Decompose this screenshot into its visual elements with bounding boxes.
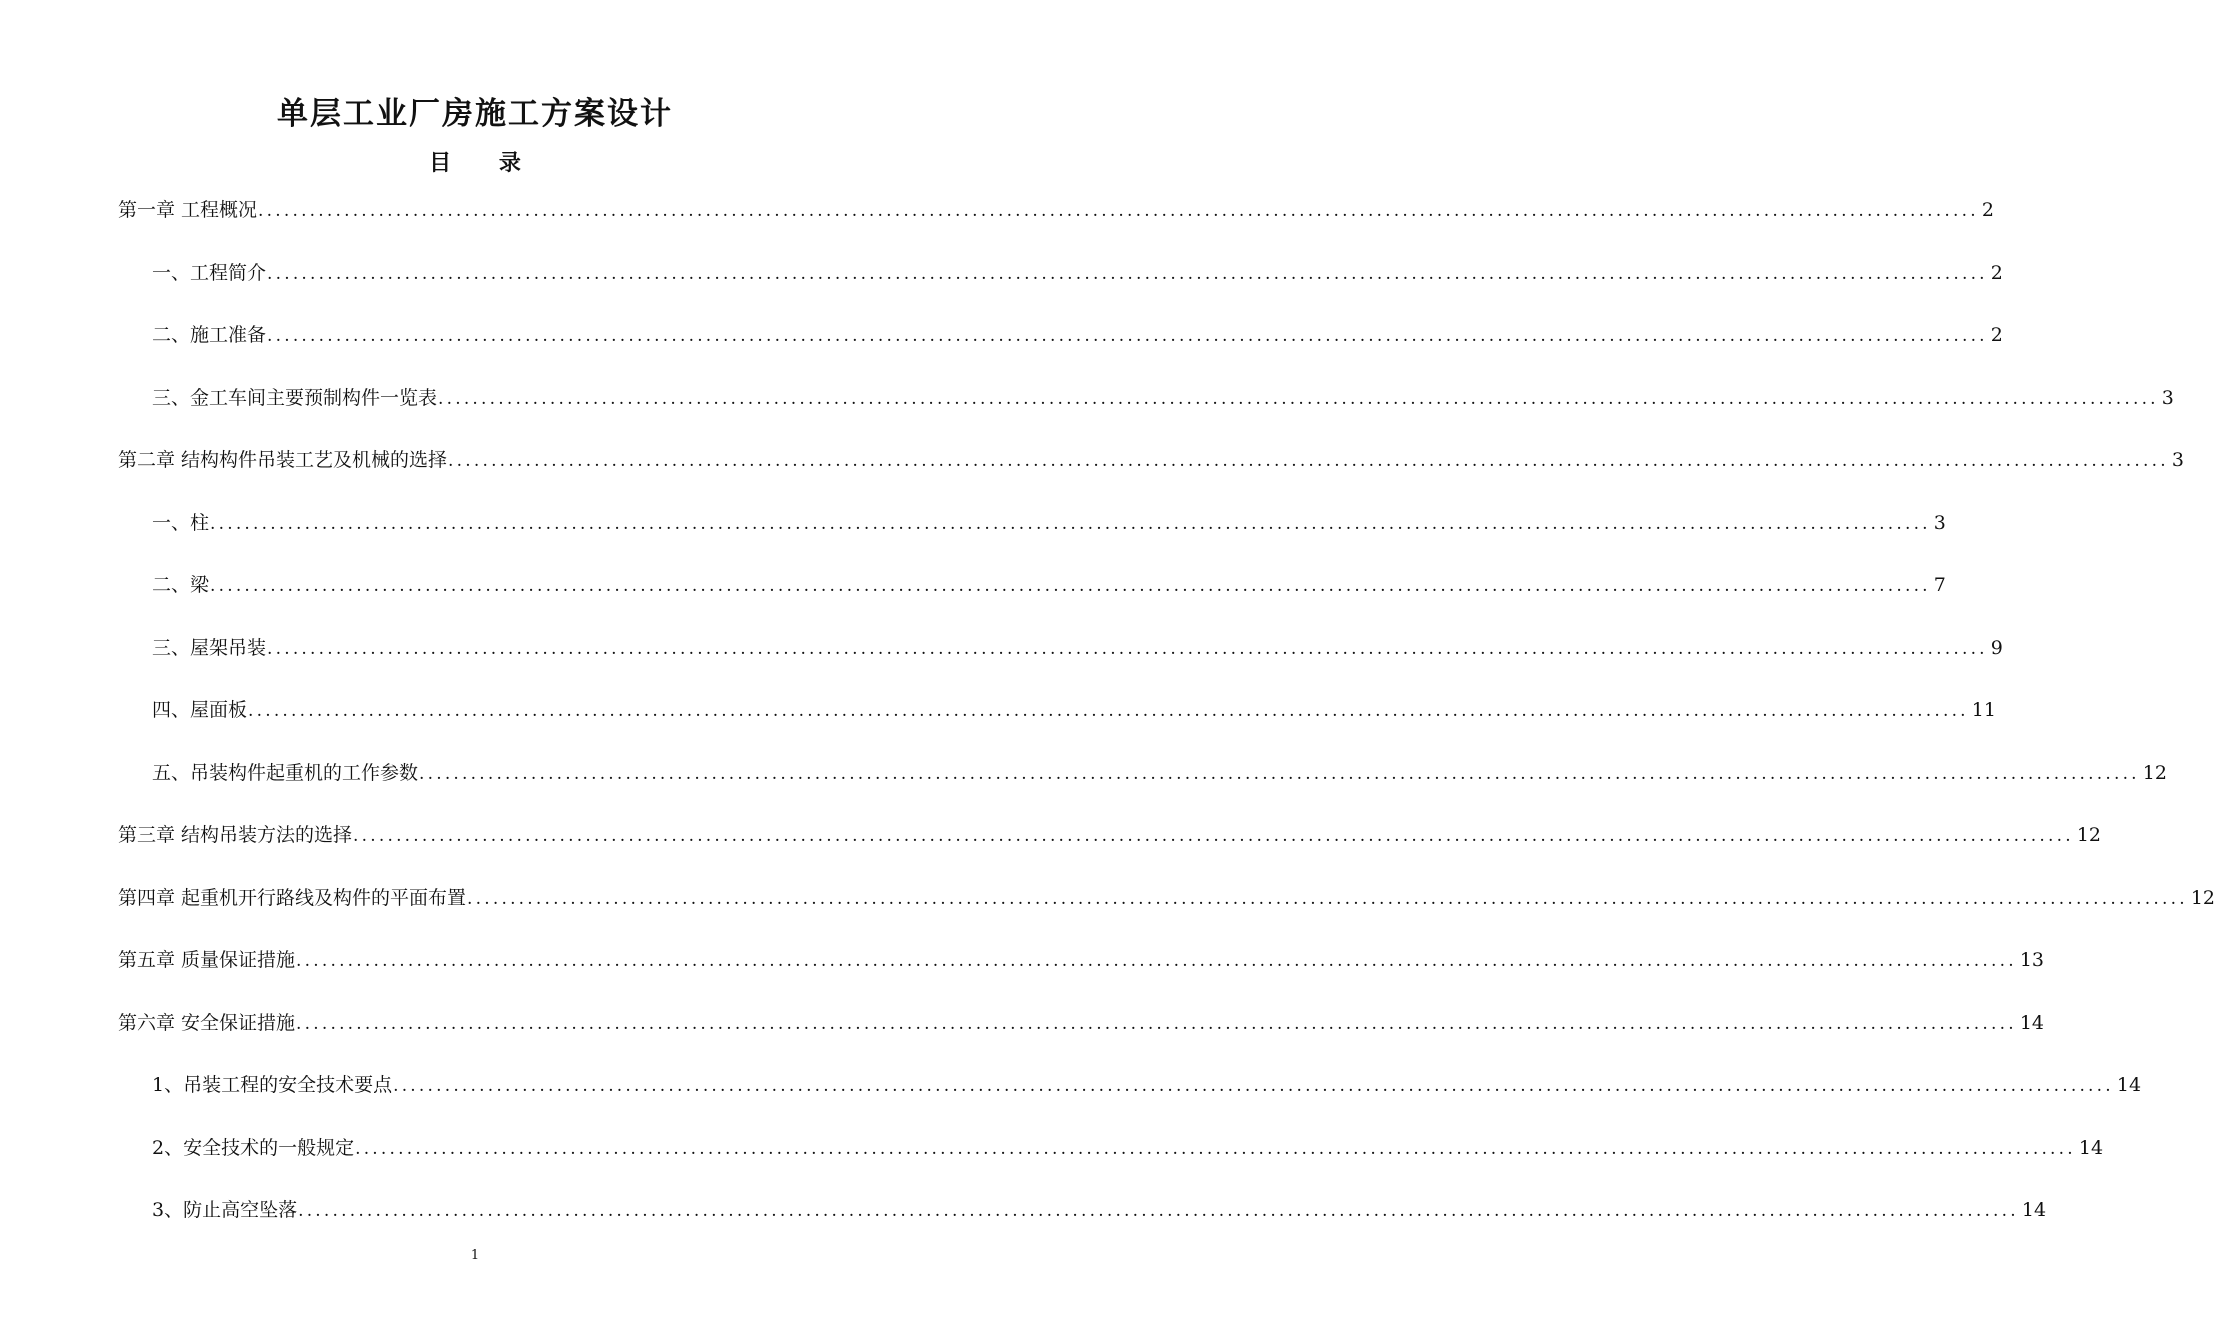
toc-leader-dots: ........................................................................................................................................................................................................ <box>467 888 2188 909</box>
toc-leader-dots: ........................................................................................................................................................................................................ <box>353 826 2074 846</box>
toc-entry-title: 第一章 工程概况 <box>118 199 258 221</box>
toc-leader-dots: ........................................................................................................................................................................................................ <box>267 638 1988 659</box>
toc-entry-page: 14 <box>2116 1074 2142 1096</box>
toc-leader-dots: ........................................................................................................................................................................................................ <box>296 1013 2017 1034</box>
toc-entry-page: 9 <box>1990 636 2003 659</box>
toc-entry[interactable] <box>118 695 1996 758</box>
toc-entry-page: 7 <box>1933 574 1946 596</box>
toc-entry-page: 14 <box>2019 1011 2044 1034</box>
toc-leader-dots: ........................................................................................................................................................................................................ <box>438 388 2159 409</box>
toc-leader-dots: ........................................................................................................................................................................................................ <box>355 1138 2076 1159</box>
toc-entry-title: 第四章 起重机开行路线及构件的平面布置 <box>118 886 467 909</box>
toc-entry[interactable] <box>118 633 2003 696</box>
toc-entry[interactable] <box>118 508 1946 571</box>
toc-entry-title: 第六章 安全保证措施 <box>118 1011 296 1034</box>
toc-entry-title: 第二章 结构构件吊装工艺及机械的选择 <box>118 449 448 471</box>
toc-entry-title: 二、施工准备 <box>152 324 267 346</box>
toc-entry-title: 三、屋架吊装 <box>152 636 267 659</box>
toc-entry-title: 四、屋面板 <box>152 699 248 721</box>
toc-entry-page: 3 <box>2171 449 2184 471</box>
toc-entry[interactable] <box>118 445 2184 508</box>
toc-leader-dots: ........................................................................................................................................................................................................ <box>210 513 1931 534</box>
toc-leader-dots: ........................................................................................................................................................................................................ <box>393 1076 2114 1096</box>
toc-leader-dots: ........................................................................................................................................................................................................ <box>448 451 2169 471</box>
toc-entry-page: 14 <box>2078 1136 2104 1159</box>
toc-entry[interactable] <box>118 383 2174 446</box>
toc-entry-page: 3 <box>1933 511 1946 534</box>
toc-entry[interactable] <box>118 570 1946 633</box>
page-number: 1 <box>470 1248 480 1263</box>
toc-entry-title: 3、防止高空坠落 <box>152 1199 298 1221</box>
toc-entry[interactable] <box>118 258 2003 321</box>
toc-heading: 目 录 <box>429 151 521 176</box>
toc-entry[interactable] <box>118 758 2167 821</box>
toc-entry-page: 2 <box>1990 324 2003 346</box>
toc-leader-dots: ........................................................................................................................................................................................................ <box>258 201 1979 221</box>
toc-entry-page: 2 <box>1981 199 1994 221</box>
toc-entry-title: 2、安全技术的一般规定 <box>152 1136 355 1159</box>
toc-leader-dots: ........................................................................................................................................................................................................ <box>419 763 2140 784</box>
toc-leader-dots: ........................................................................................................................................................................................................ <box>210 576 1931 596</box>
toc-entry-title: 第五章 质量保证措施 <box>118 949 296 971</box>
toc-entry-page: 11 <box>1971 699 1996 721</box>
toc-leader-dots: ........................................................................................................................................................................................................ <box>267 326 1988 346</box>
document-title: 单层工业厂房施工方案设计 <box>277 96 673 132</box>
toc-entry[interactable] <box>118 1008 2044 1071</box>
toc-entry[interactable] <box>118 320 2003 383</box>
toc-entry[interactable] <box>118 945 2044 1008</box>
toc-entry[interactable] <box>118 1133 2104 1196</box>
toc-leader-dots: ........................................................................................................................................................................................................ <box>267 263 1988 284</box>
toc-entry-title: 1、吊装工程的安全技术要点 <box>152 1074 393 1096</box>
table-of-contents <box>118 195 2215 1258</box>
toc-entry-page: 14 <box>2021 1199 2047 1221</box>
toc-entry-title: 一、工程简介 <box>152 261 267 284</box>
toc-entry-title: 第三章 结构吊装方法的选择 <box>118 824 353 846</box>
toc-entry-title: 一、柱 <box>152 511 210 534</box>
toc-leader-dots: ........................................................................................................................................................................................................ <box>248 701 1969 721</box>
toc-entry-title: 五、吊装构件起重机的工作参数 <box>152 761 419 784</box>
toc-leader-dots: ........................................................................................................................................................................................................ <box>298 1201 2019 1221</box>
toc-entry[interactable] <box>118 1070 2142 1133</box>
toc-entry[interactable] <box>118 820 2101 883</box>
toc-entry-page: 12 <box>2190 886 2215 909</box>
toc-entry-page: 12 <box>2076 824 2101 846</box>
toc-leader-dots: ........................................................................................................................................................................................................ <box>296 951 2017 971</box>
toc-entry-page: 12 <box>2142 761 2167 784</box>
toc-entry-page: 13 <box>2019 949 2044 971</box>
toc-entry-page: 2 <box>1990 261 2003 284</box>
toc-entry[interactable] <box>118 195 1994 258</box>
toc-entry-title: 三、金工车间主要预制构件一览表 <box>152 386 438 409</box>
toc-entry-title: 二、梁 <box>152 574 210 596</box>
toc-entry-page: 3 <box>2161 386 2174 409</box>
toc-entry[interactable] <box>118 883 2215 946</box>
